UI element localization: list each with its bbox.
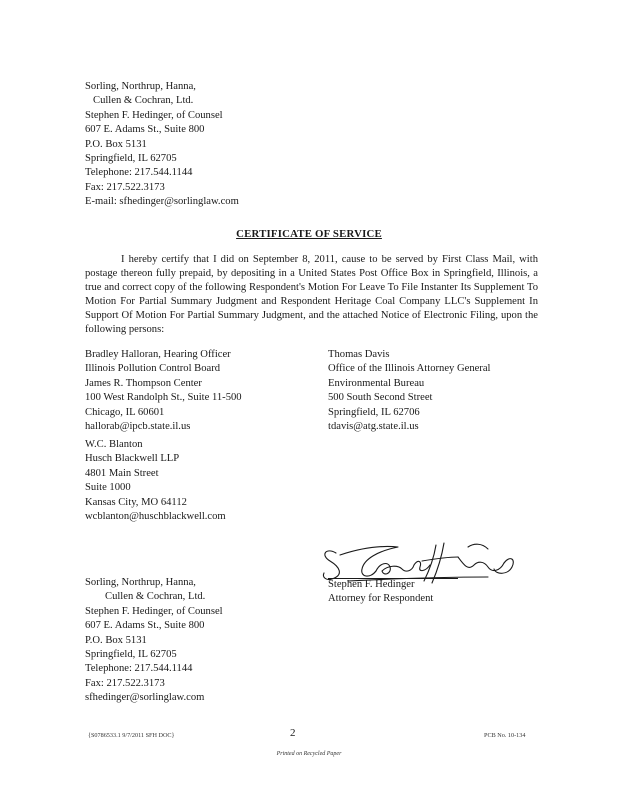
city-state-zip: Springfield, IL 62705 [85,648,177,660]
signer-role: Attorney for Respondent [328,593,434,605]
recipient-line: Suite 1000 [85,482,131,494]
fax: Fax: 217.522.3173 [85,181,165,193]
recipient-husch-blackwell [85,438,226,524]
recipient-line: W.C. Blanton [85,439,143,450]
case-number: PCB No. 10-134 [484,732,526,739]
recipient-line: Chicago, IL 60601 [85,406,165,418]
recipient-hearing-officer [85,348,242,434]
recipient-line: 500 South Second Street [328,392,433,404]
recipient-line: Springfield, IL 62706 [328,406,420,418]
recipient-email: hallorab@ipcb.state.il.us [85,420,191,432]
signature-line [328,578,458,579]
firm-name-line-1: Sorling, Northrup, Hanna, [85,577,196,588]
counsel-name: Stephen F. Hedinger, of Counsel [85,605,223,617]
page-number: 2 [290,727,296,739]
recipient-email: tdavis@atg.state.il.us [328,420,419,432]
telephone: Telephone: 217.544.1144 [85,663,193,675]
firm-name-line-2: Cullen & Cochran, Ltd. [105,591,206,603]
recipient-line: Kansas City, MO 64112 [85,496,187,508]
recipient-line: James R. Thompson Center [85,377,202,389]
recipient-line: Environmental Bureau [328,377,425,389]
email: sfhedinger@sorlinglaw.com [85,692,205,704]
email: E-mail: sfhedinger@sorlinglaw.com [85,196,239,208]
po-box: P.O. Box 5131 [85,138,147,150]
document-id: {S0786533.1 9/7/2011 SFH DOC} [88,732,175,739]
city-state-zip: Springfield, IL 62705 [85,152,177,164]
recipient-line: Office of the Illinois Attorney General [328,363,491,375]
recipient-line: 4801 Main Street [85,467,159,479]
recipient-line: Thomas Davis [328,349,390,360]
recipient-email: wcblanton@huschblackwell.com [85,510,226,522]
counsel-name: Stephen F. Hedinger, of Counsel [85,109,223,121]
certificate-body: I hereby certify that I did on September 8, 2011, cause to be served by First Class Mail, with postage thereon fully prepaid, by depositing in a United States Post Office Box in Springfield, Illinois, a true and correct copy of the following Respondent's Motion For Leave To File Instanter Its Supplement To Motion For Partial Summary Judgment and Respondent Heritage Coal Company LLC's Supplement In Support Of Motion For Partial Summary Judgment, and the attached Notice of Electronic Filing, upon the following persons: [85,254,538,335]
street-address: 607 E. Adams St., Suite 800 [85,124,205,136]
recipient-line: 100 West Randolph St., Suite 11-500 [85,392,242,404]
fax: Fax: 217.522.3173 [85,677,165,689]
signer-block [328,578,433,607]
signer-name: Stephen F. Hedinger [328,579,415,590]
attorney-footer-block [85,576,223,706]
recycled-paper-note: Printed on Recycled Paper [276,751,342,757]
po-box: P.O. Box 5131 [85,634,147,646]
firm-name-line-1: Sorling, Northrup, Hanna, [85,81,196,92]
certificate-title: CERTIFICATE OF SERVICE [236,228,382,240]
street-address: 607 E. Adams St., Suite 800 [85,620,205,632]
attorney-header-block [85,80,239,210]
recipient-line: Illinois Pollution Control Board [85,363,221,375]
firm-name-line-2: Cullen & Cochran, Ltd. [93,95,194,107]
recipient-line: Husch Blackwell LLP [85,453,180,465]
recipient-line: Bradley Halloran, Hearing Officer [85,349,231,360]
recipient-attorney-general [328,348,491,434]
telephone: Telephone: 217.544.1144 [85,167,193,179]
